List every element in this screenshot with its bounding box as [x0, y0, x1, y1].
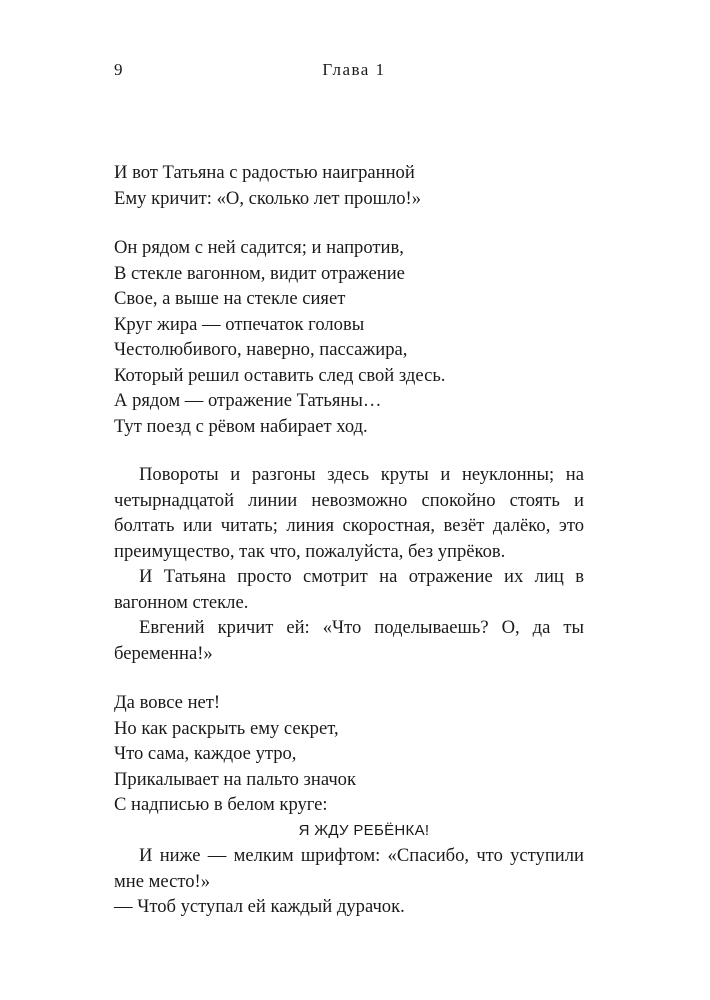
badge-inscription: Я ЖДУ РЕБЁНКА!: [298, 821, 430, 839]
verse-line: Ему кричит: «О, сколько лет прошло!»: [114, 187, 422, 209]
running-head: [114, 60, 594, 84]
verse-line: А рядом — отражение Татьяны…: [114, 390, 382, 411]
verse-line: Что сама, каждое утро,: [114, 743, 297, 764]
chapter-title: Глава 1: [322, 60, 386, 79]
verse-line: В стекле вагонном, видит отражение: [114, 262, 405, 284]
prose-paragraph: И Татьяна просто смотрит на отражение их лиц в вагонном стекле.: [114, 566, 584, 613]
prose-paragraph: Повороты и разгоны здесь круты и неуклонны; на четырнадцатой линии невозможно спокойно стоять и болтать или читать; линия скоростная, везёт далёко, это преимущество, так что, пожалуйста, без упрёков.: [114, 464, 584, 562]
verse-line: И вот Татьяна с радостью наигранной: [114, 162, 415, 183]
verse-line: Он рядом с ней садится; и напротив,: [114, 237, 404, 258]
verse-line: С надписью в белом круге:: [114, 794, 328, 815]
verse-line: Да вовсе нет!: [114, 692, 221, 713]
small-print-line: И ниже — мелким шрифтом: «Спасибо, что уступили мне место!»: [114, 845, 584, 892]
verse-stanza-3: [114, 690, 584, 920]
verse-line: Который решил оставить след свой здесь.: [114, 364, 446, 386]
verse-line: Тут поезд с рёвом набирает ход.: [114, 415, 368, 437]
verse-line: Круг жира — отпечаток головы: [114, 313, 365, 335]
verse-line: Честолюбивого, наверно, пассажира,: [114, 339, 408, 360]
verse-stanza-2: [114, 235, 584, 439]
verse-line: Но как раскрыть ему секрет,: [114, 717, 339, 739]
verse-stanza-1: [114, 160, 584, 211]
final-line: — Чтоб уступал ей каждый дурачок.: [114, 896, 405, 917]
page-number: 9: [114, 60, 123, 79]
verse-line: Свое, а выше на стекле сияет: [114, 288, 346, 309]
prose-block: [114, 462, 584, 666]
prose-paragraph: Евгений кричит ей: «Что поделываешь? О, да ты беременна!»: [114, 617, 584, 664]
verse-line: Прикалывает на пальто значок: [114, 768, 357, 790]
